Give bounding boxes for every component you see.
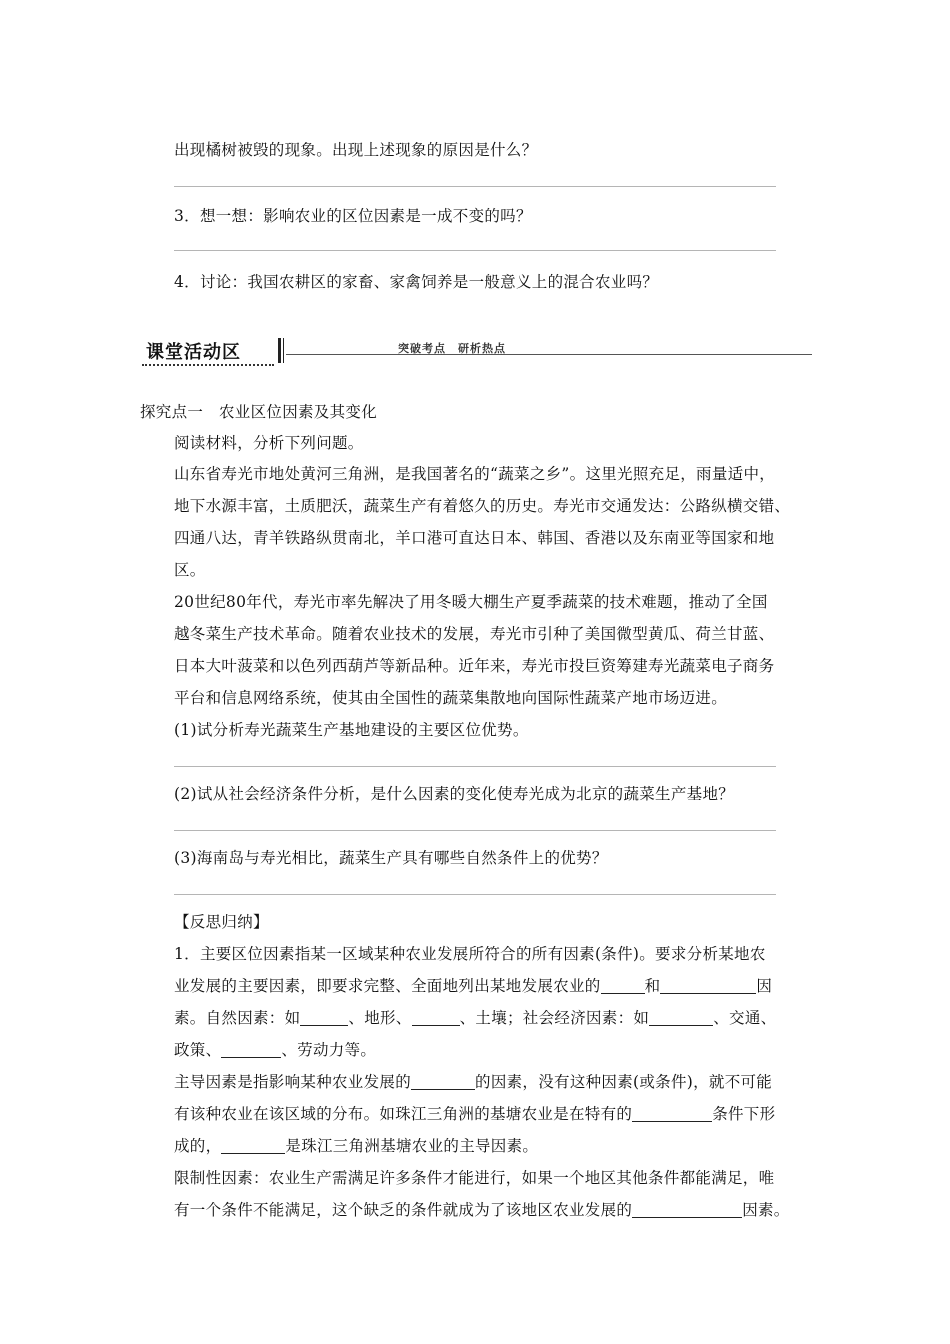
summary-text: 成的，	[174, 1137, 222, 1155]
summary-text: 政策、	[174, 1041, 222, 1059]
banner-subtitle: 突破考点 研析热点	[398, 342, 506, 355]
summary-text: 条件下形	[712, 1105, 776, 1123]
summary-text: 、土壤；社会经济因素：如	[459, 1009, 650, 1027]
fill-blank[interactable]	[412, 1010, 460, 1027]
summary-text: 有该种农业在该区域的分布。如珠江三角洲的基塘农业是在特有的	[174, 1105, 633, 1123]
summary-text-line	[174, 974, 772, 996]
answer-line[interactable]	[174, 186, 776, 187]
answer-line[interactable]	[174, 894, 776, 895]
summary-text-line	[174, 1198, 790, 1220]
intro-text: 阅读材料，分析下列问题。	[174, 434, 364, 452]
material-line: 平台和信息网络系统，使其由全国性的蔬菜集散地向国际性蔬菜产地市场迈进。	[174, 689, 728, 707]
subquestion-1: (1)试分析寿光蔬菜生产基地建设的主要区位优势。	[174, 721, 529, 739]
banner-divider	[283, 338, 284, 363]
summary-text-line	[174, 1006, 776, 1028]
fill-blank[interactable]	[300, 1010, 348, 1027]
material-line: 区。	[174, 561, 206, 579]
summary-text: 的因素，没有这种因素(或条件)，就不可能	[475, 1073, 773, 1091]
fill-blank[interactable]	[660, 978, 756, 995]
banner-underline	[142, 364, 274, 366]
summary-text: 主导因素是指影响某种农业发展的	[174, 1073, 412, 1091]
summary-text-line	[174, 1134, 538, 1156]
summary-text: 、地形、	[348, 1009, 412, 1027]
summary-text: 有一个条件不能满足，这个缺乏的条件就成为了该地区农业发展的	[174, 1201, 633, 1219]
material-line: 日本大叶菠菜和以色列西葫芦等新品种。近年来，寿光市投巨资筹建寿光蔬菜电子商务	[174, 657, 775, 675]
summary-text: 限制性因素：农业生产需满足许多条件才能进行，如果一个地区其他条件都能满足，唯	[174, 1169, 775, 1187]
material-line: 山东省寿光市地处黄河三角洲，是我国著名的“蔬菜之乡”。这里光照充足，雨量适中，	[174, 465, 776, 483]
summary-text: 素。自然因素：如	[174, 1009, 301, 1027]
summary-text: 1．主要区位因素指某一区域某种农业发展所符合的所有因素(条件)。要求分析某地农	[174, 945, 766, 963]
answer-line[interactable]	[174, 766, 776, 767]
fill-blank[interactable]	[601, 978, 645, 995]
summary-text: 是珠江三角洲基塘农业的主导因素。	[285, 1137, 539, 1155]
banner-title: 课堂活动区	[146, 342, 241, 363]
summary-text: 因素。	[742, 1201, 790, 1219]
answer-line[interactable]	[174, 830, 776, 831]
fill-blank[interactable]	[411, 1074, 475, 1091]
fill-blank[interactable]	[221, 1042, 281, 1059]
fill-blank[interactable]	[632, 1106, 712, 1123]
question-3: 3．想一想：影响农业的区位因素是一成不变的吗？	[174, 207, 532, 225]
summary-text-line	[174, 1102, 775, 1124]
subquestion-2: (2)试从社会经济条件分析，是什么因素的变化使寿光成为北京的蔬菜生产基地？	[174, 785, 735, 803]
summary-text-line	[174, 1070, 772, 1092]
question-continuation: 出现橘树被毁的现象。出现上述现象的原因是什么？	[174, 141, 538, 159]
fill-blank[interactable]	[649, 1010, 713, 1027]
summary-text: 业发展的主要因素，即要求完整、全面地列出某地发展农业的	[174, 977, 601, 995]
subquestion-3: (3)海南岛与寿光相比，蔬菜生产具有哪些自然条件上的优势？	[174, 849, 608, 867]
fill-blank[interactable]	[632, 1202, 742, 1219]
fill-blank[interactable]	[221, 1138, 285, 1155]
material-line: 越冬菜生产技术革命。随着农业技术的发展，寿光市引种了美国微型黄瓜、荷兰甘蓝、	[174, 625, 775, 643]
summary-text-line	[174, 1038, 376, 1060]
summary-heading: 【反思归纳】	[174, 913, 269, 931]
answer-line[interactable]	[174, 250, 776, 251]
material-line: 20世纪80年代，寿光市率先解决了用冬暖大棚生产夏季蔬菜的技术难题，推动了全国	[174, 593, 768, 611]
question-4: 4．讨论：我国农耕区的家畜、家禽饲养是一般意义上的混合农业吗？	[174, 273, 659, 291]
section-banner	[140, 334, 812, 368]
summary-text: 、交通、	[713, 1009, 777, 1027]
banner-rule	[286, 354, 812, 355]
summary-text: 、劳动力等。	[281, 1041, 377, 1059]
summary-text: 和	[644, 977, 661, 995]
summary-text: 因	[756, 977, 773, 995]
banner-divider	[278, 338, 281, 363]
section-heading: 探究点一 农业区位因素及其变化	[140, 403, 378, 421]
material-line: 地下水源丰富，土质肥沃，蔬菜生产有着悠久的历史。寿光市交通发达：公路纵横交错、	[174, 497, 791, 515]
material-line: 四通八达，青羊铁路纵贯南北，羊口港可直达日本、韩国、香港以及东南亚等国家和地	[174, 529, 775, 547]
